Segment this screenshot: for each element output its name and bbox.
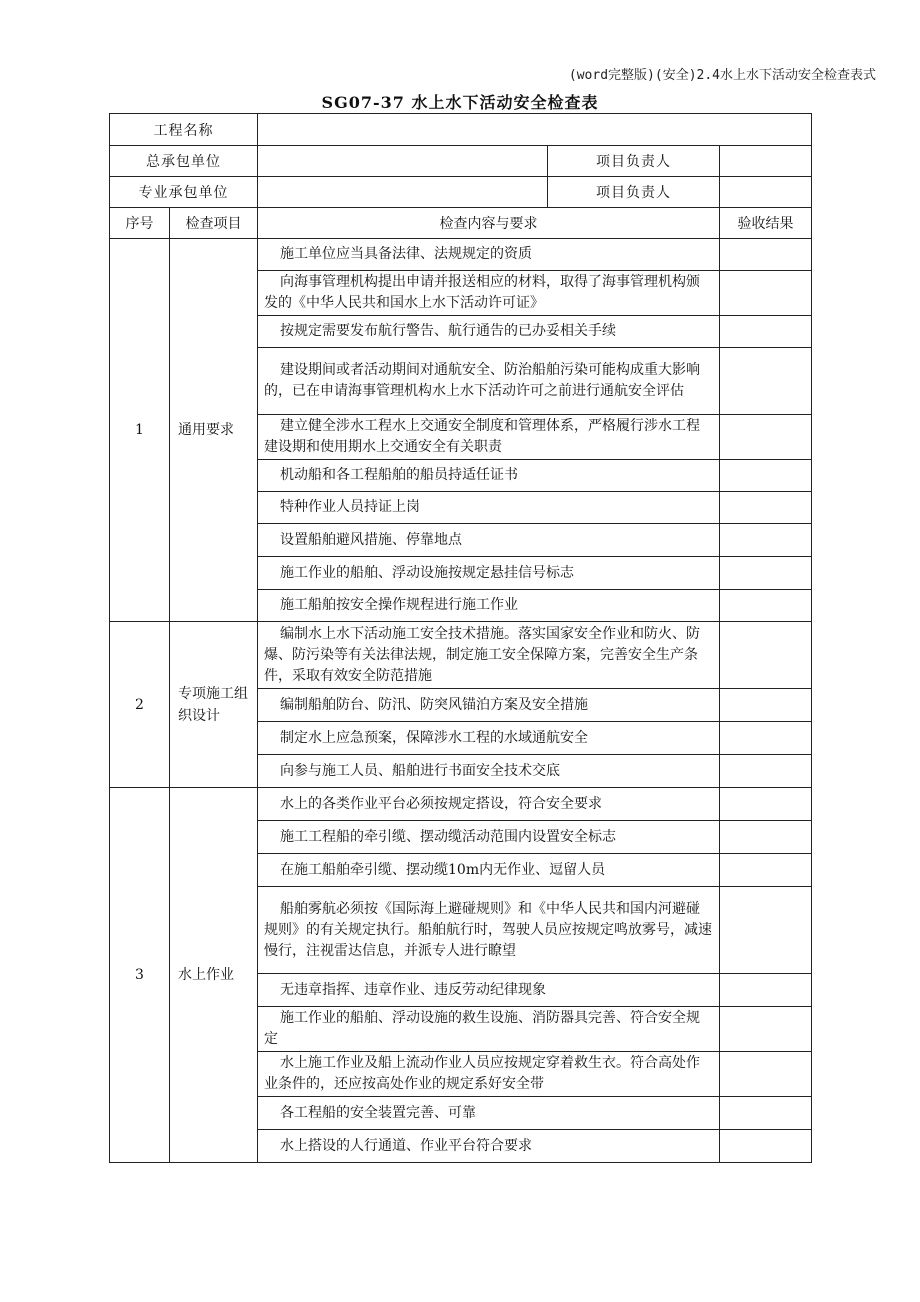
check-requirement: 按规定需要发布航行警告、航行通告的已办妥相关手续 [258,316,720,348]
acceptance-result-cell[interactable] [720,1007,812,1052]
acceptance-result-cell[interactable] [720,1097,812,1130]
check-requirement: 水上施工作业及船上流动作业人员应按规定穿着救生衣。符合高处作业条件的，还应按高处作业的规定系好安全带 [258,1052,720,1097]
inspection-table [109,113,812,1163]
section-seq: 1 [110,239,170,622]
acceptance-result-cell[interactable] [720,722,812,755]
check-requirement: 施工作业的船舶、浮动设施按规定悬挂信号标志 [258,557,720,590]
acceptance-result-cell[interactable] [720,524,812,557]
specialty-project-manager-label: 项目负责人 [548,177,720,208]
project-name-label: 工程名称 [110,114,258,146]
check-requirement: 设置船舶避风措施、停靠地点 [258,524,720,557]
check-requirement: 特种作业人员持证上岗 [258,492,720,524]
acceptance-result-cell[interactable] [720,348,812,415]
check-requirement: 编制水上水下活动施工安全技术措施。落实国家安全作业和防火、防爆、防污染等有关法律法规，制定施工安全保障方案，完善安全生产条件，采取有效安全防范措施 [258,622,720,689]
check-requirement: 船舶雾航必须按《国际海上避碰规则》和《中华人民共和国内河避碰规则》的有关规定执行。船舶航行时，驾驶人员应按规定鸣放雾号，减速慢行，注视雷达信息，并派专人进行瞭望 [258,887,720,974]
check-requirement: 施工单位应当具备法律、法规规定的资质 [258,239,720,271]
check-requirement: 无违章指挥、违章作业、违反劳动纪律现象 [258,974,720,1007]
check-requirement: 制定水上应急预案，保障涉水工程的水域通航安全 [258,722,720,755]
acceptance-result-cell[interactable] [720,1052,812,1097]
check-requirement: 向参与施工人员、船舶进行书面安全技术交底 [258,755,720,788]
acceptance-result-cell[interactable] [720,590,812,622]
acceptance-result-cell[interactable] [720,492,812,524]
general-project-manager-label: 项目负责人 [548,146,720,177]
header-seq: 序号 [110,208,170,239]
check-requirement: 机动船和各工程船舶的船员持适任证书 [258,460,720,492]
acceptance-result-cell[interactable] [720,460,812,492]
section-seq: 2 [110,622,170,788]
acceptance-result-cell[interactable] [720,316,812,348]
acceptance-result-cell[interactable] [720,415,812,460]
acceptance-result-cell[interactable] [720,1130,812,1163]
section-item: 水上作业 [170,788,258,1163]
general-contractor-row [110,146,812,177]
project-name-row [110,114,812,146]
check-requirement: 水上的各类作业平台必须按规定搭设，符合安全要求 [258,788,720,821]
check-requirement: 向海事管理机构提出申请并报送相应的材料，取得了海事管理机构颁发的《中华人民共和国水上水下活动许可证》 [258,271,720,316]
checklist-row [110,788,812,821]
specialty-project-manager-value[interactable] [720,177,812,208]
section-item: 专项施工组织设计 [170,622,258,788]
check-requirement: 各工程船的安全装置完善、可靠 [258,1097,720,1130]
acceptance-result-cell[interactable] [720,622,812,689]
check-requirement: 施工工程船的牵引缆、摆动缆活动范围内设置安全标志 [258,821,720,854]
general-project-manager-value[interactable] [720,146,812,177]
acceptance-result-cell[interactable] [720,755,812,788]
acceptance-result-cell[interactable] [720,271,812,316]
acceptance-result-cell[interactable] [720,239,812,271]
acceptance-result-cell[interactable] [720,854,812,887]
section-item: 通用要求 [170,239,258,622]
general-contractor-label: 总承包单位 [110,146,258,177]
check-requirement: 施工船舶按安全操作规程进行施工作业 [258,590,720,622]
acceptance-result-cell[interactable] [720,689,812,722]
checklist-row [110,622,812,689]
check-requirement: 在施工船舶牵引缆、摆动缆10m内无作业、逗留人员 [258,854,720,887]
general-contractor-value[interactable] [258,146,548,177]
page-title: SG07-37 水上水下活动安全检查表 [321,93,599,112]
acceptance-result-cell[interactable] [720,557,812,590]
acceptance-result-cell[interactable] [720,821,812,854]
checklist-row [110,239,812,271]
specialty-contractor-value[interactable] [258,177,548,208]
check-requirement: 编制船舶防台、防汛、防突风锚泊方案及安全措施 [258,689,720,722]
check-requirement: 水上搭设的人行通道、作业平台符合要求 [258,1130,720,1163]
check-requirement: 施工作业的船舶、浮动设施的救生设施、消防器具完善、符合安全规定 [258,1007,720,1052]
header-result: 验收结果 [720,208,812,239]
project-name-value[interactable] [258,114,812,146]
section-seq: 3 [110,788,170,1163]
column-header-row [110,208,812,239]
acceptance-result-cell[interactable] [720,974,812,1007]
acceptance-result-cell[interactable] [720,887,812,974]
specialty-contractor-row [110,177,812,208]
header-content: 检查内容与要求 [258,208,720,239]
check-requirement: 建设期间或者活动期间对通航安全、防治船舶污染可能构成重大影响的，已在申请海事管理机构水上水下活动许可之前进行通航安全评估 [258,348,720,415]
acceptance-result-cell[interactable] [720,788,812,821]
document-header-note: (word完整版)(安全)2.4水上水下活动安全检查表式 [568,68,876,83]
specialty-contractor-label: 专业承包单位 [110,177,258,208]
header-item: 检查项目 [170,208,258,239]
check-requirement: 建立健全涉水工程水上交通安全制度和管理体系，严格履行涉水工程建设期和使用期水上交通安全有关职责 [258,415,720,460]
